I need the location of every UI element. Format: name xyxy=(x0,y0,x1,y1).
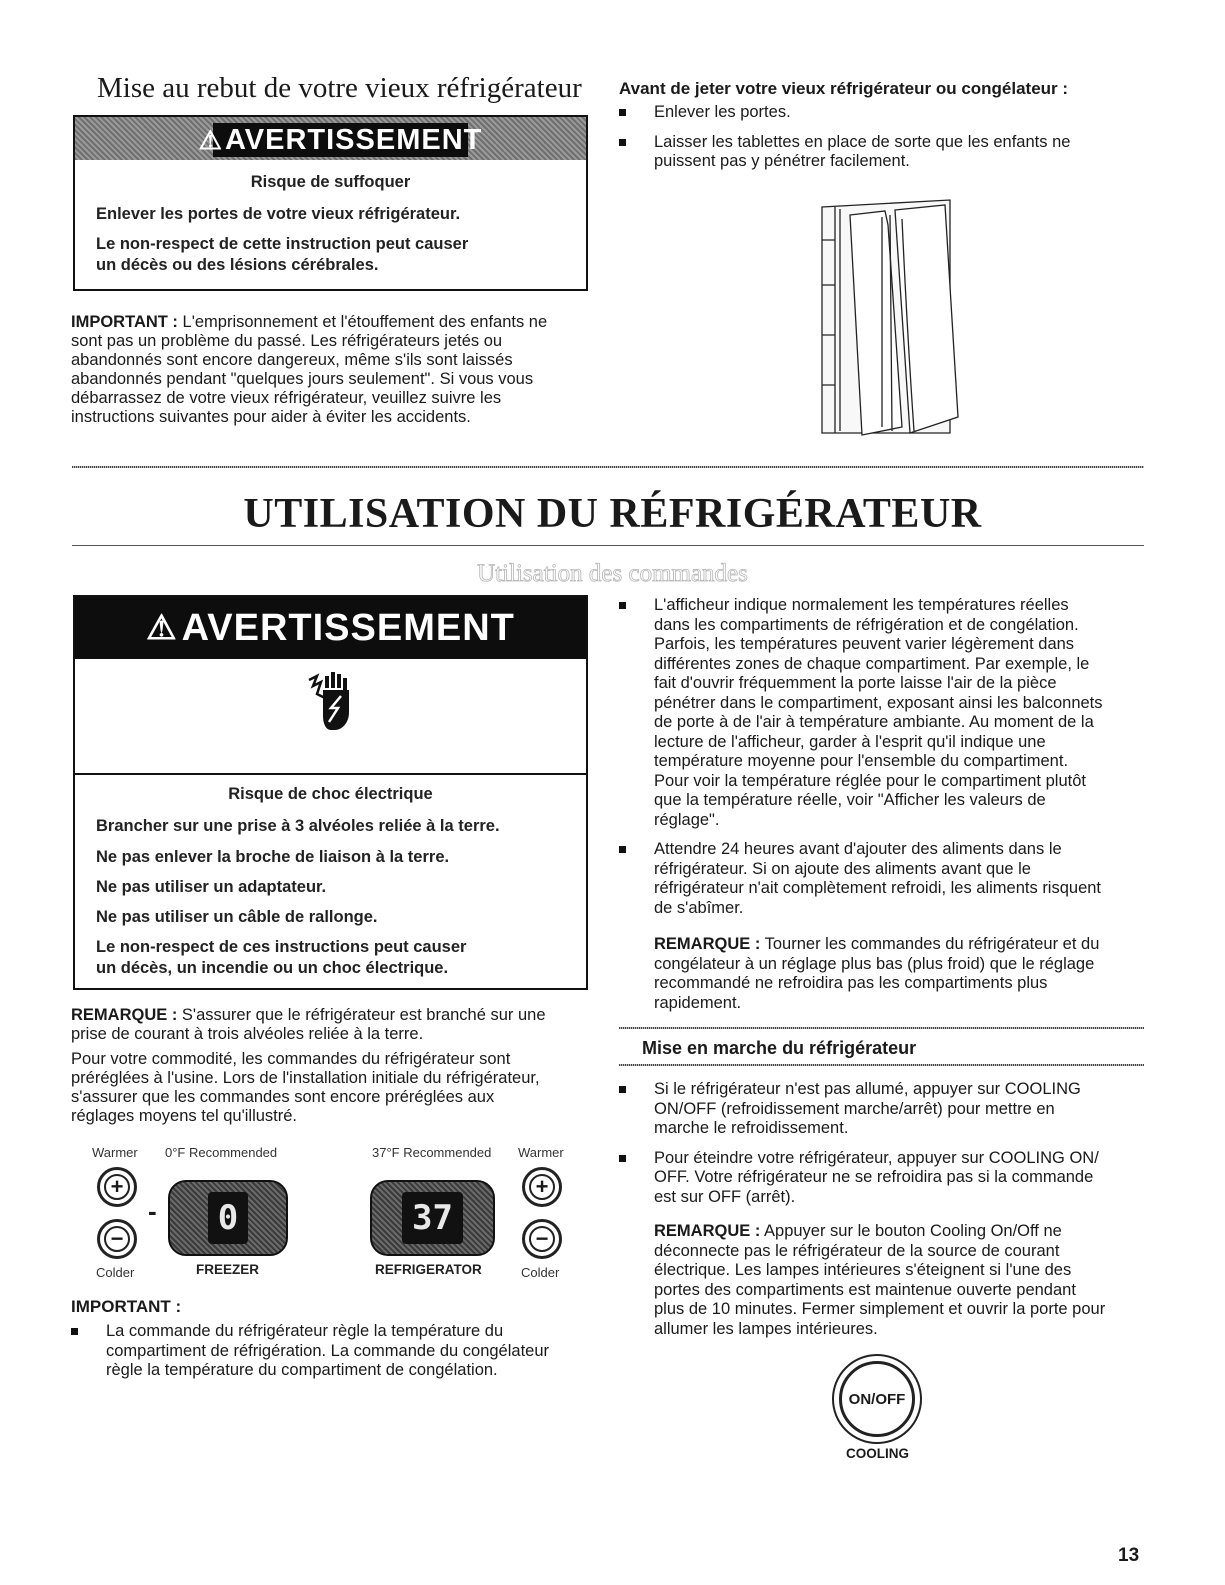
shock-warning-box xyxy=(73,595,588,990)
freezer-warmer-label: Warmer xyxy=(92,1145,138,1160)
freezer-colder-label: Colder xyxy=(96,1265,135,1280)
bullet-icon xyxy=(619,846,626,853)
section-title: UTILISATION DU RÉFRIGÉRATEUR xyxy=(243,491,982,537)
list-item-text: Parfois, les températures peuvent varier légèrement dans xyxy=(654,635,1075,653)
bullet-icon xyxy=(619,1086,626,1093)
fridge-colder-label: Colder xyxy=(521,1265,560,1280)
freezer-warmer-button[interactable] xyxy=(97,1167,137,1207)
list-item-text: L'afficheur indique normalement les températures réelles xyxy=(654,596,1069,614)
paragraph-line: sont pas un problème du passé. Les réfrigérateurs jetés ou xyxy=(71,332,503,350)
before-disposal-title: Avant de jeter votre vieux réfrigérateur ou congélateur : xyxy=(619,79,1069,98)
list-item-text: règle la température du compartiment de congélation. xyxy=(106,1361,498,1379)
warning-banner xyxy=(198,123,483,157)
warning-line: Le non-respect de cette instruction peut causer xyxy=(96,235,469,253)
startup-list xyxy=(619,1080,1159,1217)
warning-line: un décès, un incendie ou un choc électrique. xyxy=(96,959,449,977)
freezer-dash: - xyxy=(148,1196,157,1226)
bullet-icon xyxy=(619,1155,626,1162)
fridge-colder-button[interactable] xyxy=(522,1219,562,1259)
refrigerator-doors-removed-illustration xyxy=(810,195,965,443)
page-number: 13 xyxy=(1118,1545,1140,1566)
subsection-title: Mise en marche du réfrigérateur xyxy=(642,1038,917,1058)
list-item-text: que la température réelle, voir "Afficher les valeurs de xyxy=(654,791,1046,809)
warning-line: Brancher sur une prise à 3 alvéoles reliée à la terre. xyxy=(96,817,500,835)
list-item-text: réfrigérateur n'ait complètement refroidi, les aliments risquent xyxy=(654,879,1102,897)
section-subtitle: Utilisation des commandes xyxy=(477,560,748,587)
before-disposal-list xyxy=(619,103,1159,182)
fridge-display xyxy=(370,1180,495,1256)
warning-triangle-icon: ⚠ xyxy=(146,609,178,647)
list-item-text: différentes zones de chaque compartiment. Par exemple, le xyxy=(654,654,1090,673)
paragraph-line: portes des compartiments est maintenue ouverte pendant xyxy=(654,1280,1076,1299)
warning-banner xyxy=(75,597,586,659)
minus-icon: − xyxy=(529,1226,555,1252)
bullet-icon xyxy=(619,109,626,116)
paragraph-line: prise de courant à trois alvéoles reliée à la terre. xyxy=(71,1025,424,1043)
freezer-display xyxy=(168,1180,288,1256)
list-item xyxy=(619,133,1159,172)
list-item xyxy=(619,1080,1159,1139)
list-item-text: ON/OFF (refroidissement marche/arrêt) pour mettre en xyxy=(654,1099,1055,1118)
warning-hazard: Risque de choc électrique xyxy=(228,785,433,803)
list-item xyxy=(619,1149,1159,1208)
fridge-warmer-button[interactable] xyxy=(522,1167,562,1207)
freezer-label: FREEZER xyxy=(196,1262,260,1277)
list-item-text: marche le refroidissement. xyxy=(654,1119,849,1137)
section-title-rule xyxy=(72,545,1144,546)
paragraph-line: congélateur à un réglage plus bas (plus froid) que le réglage xyxy=(654,954,1095,973)
paragraph-line: L'emprisonnement et l'étouffement des enfants ne xyxy=(177,313,548,331)
list-item xyxy=(619,840,1159,918)
paragraph-line: Appuyer sur le bouton Cooling On/Off ne xyxy=(760,1222,1062,1240)
fridge-warmer-label: Warmer xyxy=(518,1145,564,1160)
list-item-text: de porte à de l'air à température ambiante. Au moment de la xyxy=(654,713,1094,731)
list-item-text: puissent pas y pénétrer facilement. xyxy=(654,152,910,170)
paragraph-line: abandonnés sont encore dangereux, même s'ils sont laissés xyxy=(71,351,513,369)
preset-paragraph xyxy=(71,1050,601,1126)
list-item-text: réglage". xyxy=(654,810,720,829)
warning-line: Enlever les portes de votre vieux réfrigérateur. xyxy=(96,205,461,223)
freezer-display-value: 0 xyxy=(208,1192,248,1244)
plus-icon: + xyxy=(529,1174,555,1200)
list-item-text: Laisser les tablettes en place de sorte que les enfants ne xyxy=(654,132,1071,151)
warning-triangle-icon: ⚠ xyxy=(198,124,223,155)
paragraph-line: électrique. Les lampes intérieures s'éteignent si l'une des xyxy=(654,1261,1072,1279)
paragraph-line: rapidement. xyxy=(654,993,742,1012)
freezer-recommended-label: 0°F Recommended xyxy=(165,1145,278,1160)
controls-note xyxy=(654,935,1164,1013)
note-label: REMARQUE : xyxy=(654,1222,761,1240)
fridge-recommended-label: 37°F Recommended xyxy=(372,1145,492,1160)
cooling-caption: COOLING xyxy=(846,1446,909,1461)
paragraph-line: préréglées à l'usine. Lors de l'installation initiale du réfrigérateur, xyxy=(71,1069,540,1087)
list-item-text: Pour voir la température réglée pour le compartiment plutôt xyxy=(654,771,1086,790)
paragraph-line: instructions suivantes pour aider à éviter les accidents. xyxy=(71,408,471,426)
warning-line: Ne pas utiliser un adaptateur. xyxy=(96,878,327,896)
freezer-colder-button[interactable] xyxy=(97,1219,137,1259)
cooling-note xyxy=(654,1222,1164,1339)
bullet-icon xyxy=(71,1328,78,1335)
paragraph-line: recommandé ne refroidira pas les compartiments plus xyxy=(654,974,1048,992)
display-info-list xyxy=(619,596,1159,928)
cooling-on-off-button[interactable] xyxy=(832,1354,922,1444)
list-item-text: OFF. Votre réfrigérateur ne se refroidira pas si la commande xyxy=(654,1168,1094,1186)
suffocation-warning-box xyxy=(73,115,588,291)
important-label: IMPORTANT : xyxy=(71,313,178,331)
warning-line: un décès ou des lésions cérébrales. xyxy=(96,256,379,274)
list-item-text: lecture de l'afficheur, garder à l'esprit qu'il indique une xyxy=(654,732,1046,751)
paragraph-line: Tourner les commandes du réfrigérateur et du xyxy=(760,935,1100,953)
bullet-icon xyxy=(619,602,626,609)
list-item-text: dans les compartiments de réfrigération et de congélation. xyxy=(654,615,1079,634)
section-divider xyxy=(72,466,1144,468)
paragraph-line: allumer les lampes intérieures. xyxy=(654,1319,878,1338)
warning-line: Ne pas utiliser un câble de rallonge. xyxy=(96,908,378,926)
list-item-text: réfrigérateur. Si on ajoute des aliments avant que le xyxy=(654,859,1031,878)
paragraph-line: déconnecte pas le réfrigérateur de la source de courant xyxy=(654,1241,1060,1260)
list-item xyxy=(619,103,1159,123)
warning-line: Ne pas enlever la broche de liaison à la terre. xyxy=(96,848,450,866)
bullet-icon xyxy=(619,139,626,146)
grounding-note xyxy=(71,1006,601,1044)
warning-banner-label: AVERTISSEMENT xyxy=(181,606,515,649)
disposal-title: Mise au rebut de votre vieux réfrigérateur xyxy=(97,72,582,104)
list-item-text: est sur OFF (arrêt). xyxy=(654,1187,796,1206)
paragraph-line: débarrassez de votre vieux réfrigérateur, veuillez suivre les xyxy=(71,389,502,407)
list-item-text: Attendre 24 heures avant d'ajouter des aliments dans le xyxy=(654,840,1062,858)
paragraph-line: abandonnés pendant "quelques jours seulement". Si vous vous xyxy=(71,370,534,388)
warning-line: Le non-respect de ces instructions peut causer xyxy=(96,938,467,956)
cooling-button-label: ON/OFF xyxy=(848,1390,906,1408)
list-item xyxy=(619,596,1159,830)
warning-divider xyxy=(75,773,586,775)
paragraph-line: S'assurer que le réfrigérateur est branché sur une xyxy=(177,1006,546,1024)
paragraph-line: s'assurer que les commandes sont encore préréglées aux xyxy=(71,1088,495,1106)
subsection-divider xyxy=(619,1064,1144,1066)
note-label: REMARQUE : xyxy=(654,935,761,953)
list-item-text: de s'abîmer. xyxy=(654,898,744,917)
important-heading: IMPORTANT : xyxy=(71,1297,182,1316)
paragraph-line: plus de 10 minutes. Fermer simplement et ouvrir la porte pour xyxy=(654,1300,1106,1318)
important-list xyxy=(71,1322,601,1391)
minus-icon: − xyxy=(104,1226,130,1252)
list-item-text: pénétrer dans le compartiment, exposant ainsi les balconnets xyxy=(654,693,1103,712)
list-item-text: Pour éteindre votre réfrigérateur, appuyer sur COOLING ON/ xyxy=(654,1148,1099,1167)
cooling-button-inner xyxy=(839,1361,915,1437)
subsection-divider xyxy=(619,1027,1144,1029)
note-label: REMARQUE : xyxy=(71,1006,178,1024)
paragraph-line: réglages moyens tel qu'illustré. xyxy=(71,1107,298,1125)
fridge-label: REFRIGERATOR xyxy=(375,1262,482,1277)
disposal-important-paragraph xyxy=(71,313,601,427)
electric-shock-icon xyxy=(305,672,360,732)
warning-banner-label: AVERTISSEMENT xyxy=(224,123,483,156)
list-item-text: Enlever les portes. xyxy=(654,103,791,121)
plus-icon: + xyxy=(104,1174,130,1200)
fridge-display-value: 37 xyxy=(402,1192,463,1244)
list-item-text: Si le réfrigérateur n'est pas allumé, appuyer sur COOLING xyxy=(654,1080,1081,1098)
paragraph-line: Pour votre commodité, les commandes du réfrigérateur sont xyxy=(71,1050,511,1068)
warning-hazard: Risque de suffoquer xyxy=(250,173,411,191)
list-item xyxy=(71,1322,601,1381)
list-item-text: fait d'ouvrir fréquemment la porte laisse l'air de la pièce xyxy=(654,674,1057,692)
list-item-text: compartiment de réfrigération. La commande du congélateur xyxy=(106,1341,549,1360)
list-item-text: température moyenne pour l'ensemble du compartiment. xyxy=(654,752,1069,770)
list-item-text: La commande du réfrigérateur règle la température du xyxy=(106,1322,504,1340)
